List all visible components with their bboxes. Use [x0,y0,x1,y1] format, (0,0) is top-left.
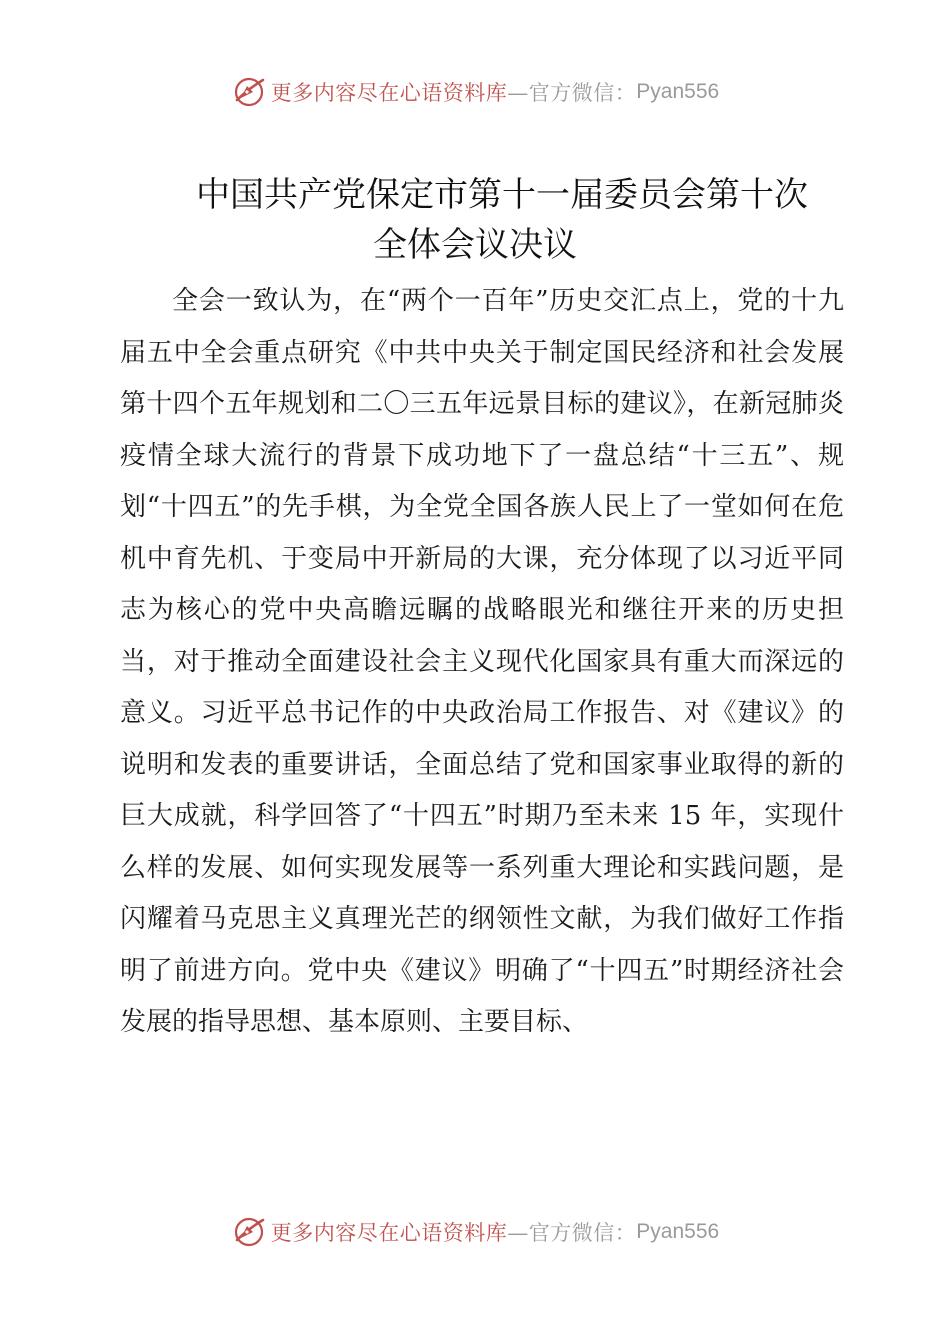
pen-nib-logo-icon [231,74,267,110]
body-paragraph: 全会一致认为，在“两个一百年”历史交汇点上，党的十九届五中全会重点研究《中共中央关于制定国民经济和社会发展第十四个五年规划和二〇三五年远景目标的建议》，在新冠肺炎疫情全球大流行的背景下成功地下了一盘总结“十三五”、规划“十四五”的先手棋，为全党全国各族人民上了一堂如何在危机中育先机、于变局中开新局的大课，充分体现了以习近平同志为核心的党中央高瞻远瞩的战略眼光和继往开来的历史担当，对于推动全面建设社会主义现代化国家具有重大而深远的意义。习近平总书记作的中央政治局工作报告、对《建议》的说明和发表的重要讲话，全面总结了党和国家事业取得的新的巨大成就，科学回答了“十四五”时期乃至未来 15 年，实现什么样的发展、如何实现发展等一系列重大理论和实践问题，是闪耀着马克思主义真理光芒的纲领性文献，为我们做好工作指明了前进方向。党中央《建议》明确了“十四五”时期经济社会发展的指导思想、基本原则、主要目标、 [120,286,844,1037]
footer-banner-content [231,1214,719,1250]
banner-site-name: 更多内容尽在心语资料库 [270,81,508,105]
header-banner-content [231,74,719,110]
banner-wechat-id: Pyan556 [636,1220,720,1243]
header-banner [0,72,950,112]
banner-wechat-id: Pyan556 [636,80,720,103]
banner-wechat-label: —官方微信： [507,1221,637,1245]
document-title [0,170,950,270]
banner-site-name: 更多内容尽在心语资料库 [270,1221,508,1245]
title-line-2: 全体会议决议 [373,225,577,265]
banner-wechat-label: —官方微信： [507,81,637,105]
footer-banner [0,1212,950,1252]
pen-nib-logo-icon [231,1214,267,1250]
title-line-1: 中国共产党保定市第十一届委员会第十次 [196,175,808,215]
